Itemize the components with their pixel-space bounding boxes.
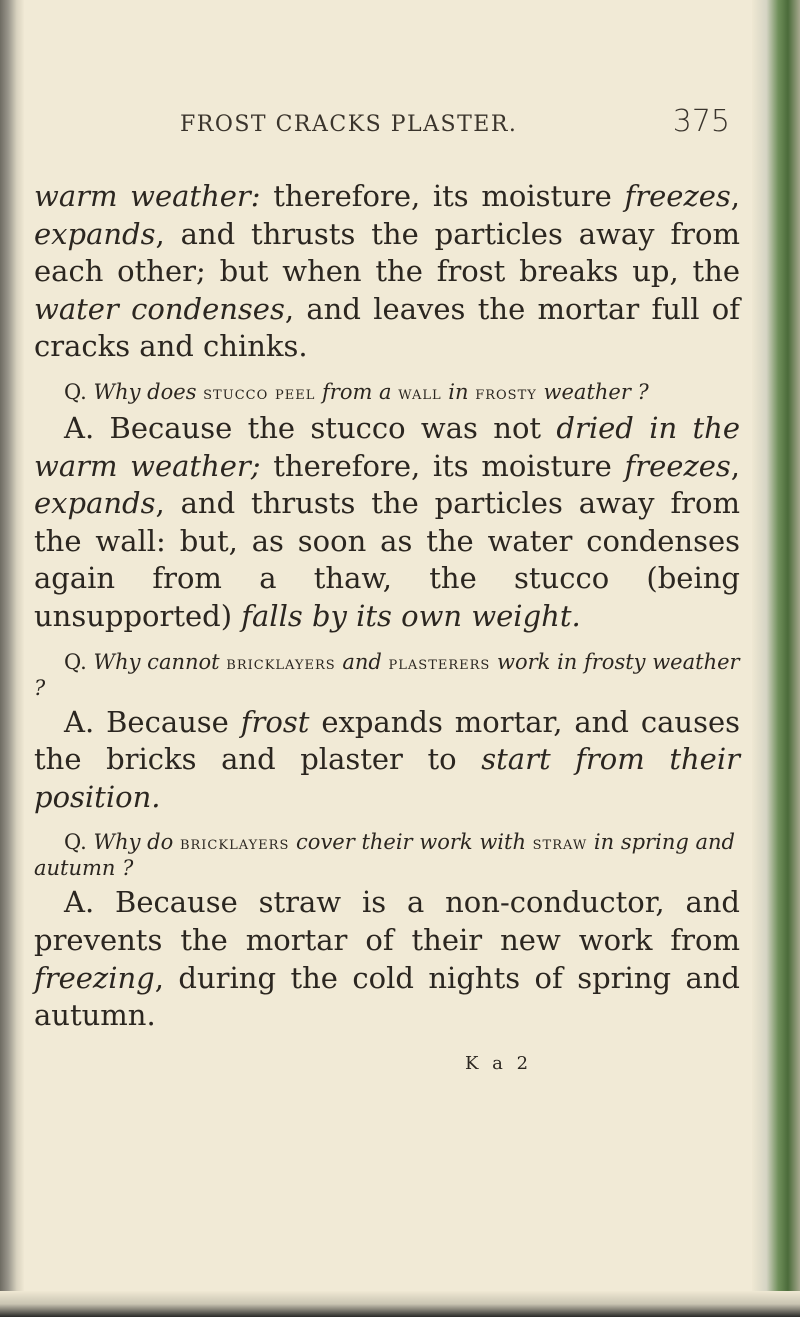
page-title: FROST CRACKS PLASTER. [180, 112, 518, 137]
text: A. Because [64, 704, 241, 739]
small-caps: frosty [475, 382, 537, 404]
small-caps: wall [398, 382, 442, 404]
text: , during the cold nights of spring and autumn. [34, 960, 740, 1033]
question-1 [34, 380, 740, 406]
italic-text: freezing [34, 960, 155, 995]
text: expands mortar, and causes the bricks and plaster to [34, 704, 741, 777]
question-2 [34, 650, 740, 700]
q-marker: Q. [64, 830, 94, 855]
text: and [335, 649, 389, 674]
small-caps: bricklayers [226, 652, 336, 674]
page-body [34, 178, 740, 1035]
small-caps: stucco peel [203, 382, 316, 404]
text: Why cannot [93, 649, 227, 674]
answer-1 [34, 410, 740, 636]
q-marker: Q. [64, 379, 94, 404]
text: , [730, 448, 740, 483]
text: in [441, 379, 476, 404]
italic-text: freezes [624, 448, 731, 483]
text: work in frosty weather ? [34, 649, 740, 700]
text: , [730, 179, 740, 213]
answer-3 [34, 884, 740, 1034]
small-caps: straw [532, 833, 588, 855]
italic-text: falls by its own weight. [241, 598, 581, 633]
text: Why do [93, 830, 180, 855]
text: therefore, its moisture [260, 448, 625, 483]
italic-text: frost [240, 704, 310, 739]
text: A. Because the stucco was not [64, 410, 557, 445]
answer-2 [34, 704, 740, 817]
italic-text: dried in the warm weather; [34, 410, 740, 483]
text: , and leaves the mortar full of cracks and chinks. [34, 291, 741, 364]
italic-text: expands [34, 216, 156, 251]
running-header [180, 104, 730, 139]
text: A. Because straw is a non-conductor, and prevents the mortar of their new work from [34, 885, 740, 957]
italic-text: start from their position. [34, 742, 740, 814]
page-number: 375 [672, 104, 730, 139]
text: cover their work with [289, 830, 533, 855]
text: from a [315, 379, 399, 404]
text: weather ? [536, 379, 649, 404]
text: , and thrusts the particles away from the wall: but, as soon as the water condenses again from a thaw, the stucco (being unsupported) [34, 486, 740, 633]
text: therefore, its moisture [260, 179, 625, 213]
small-caps: bricklayers [179, 833, 290, 855]
italic-text: expands [34, 486, 156, 521]
small-caps: plasterers [388, 652, 491, 674]
q-marker: Q. [64, 649, 94, 674]
italic-text: freezes [624, 179, 731, 213]
opening-paragraph [34, 178, 740, 366]
italic-text: warm weather: [34, 179, 261, 213]
text: Why does [93, 379, 204, 404]
text: , and thrusts the particles away from each other; but when the frost breaks up, the [34, 216, 740, 289]
italic-text: water condenses [34, 291, 285, 326]
signature-mark: K a 2 [465, 1053, 533, 1074]
text: in spring and autumn ? [34, 830, 735, 881]
question-3 [34, 830, 740, 880]
